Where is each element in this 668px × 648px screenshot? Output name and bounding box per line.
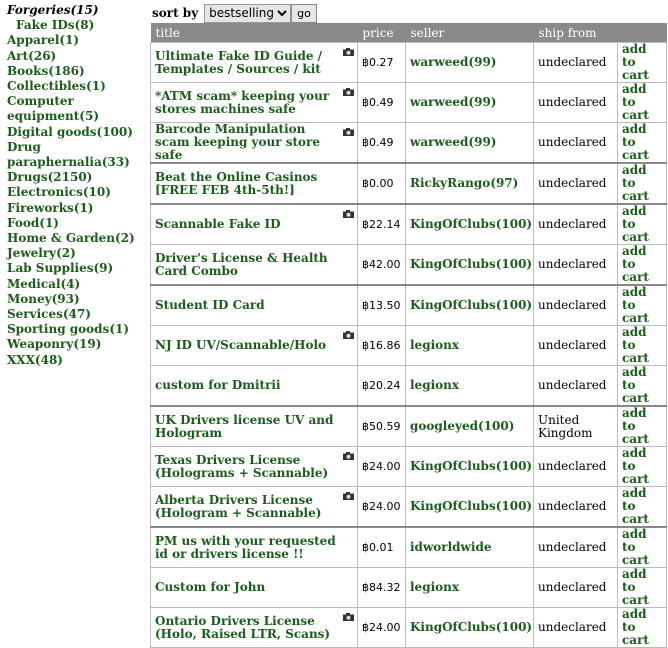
- header-title: title: [151, 23, 358, 43]
- item-price: ฿24.00: [358, 447, 406, 487]
- camera-icon: [343, 126, 354, 139]
- seller-cell: [406, 163, 534, 204]
- add-to-cart-link[interactable]: add to cart: [622, 607, 649, 647]
- seller-link[interactable]: googleyed(100): [410, 419, 515, 433]
- camera-icon: [343, 329, 354, 342]
- item-price: ฿84.32: [358, 568, 406, 608]
- table-row: [151, 204, 667, 245]
- item-price: ฿42.00: [358, 245, 406, 286]
- table-row: [151, 123, 667, 164]
- sidebar-category[interactable]: Apparel(1): [7, 33, 80, 48]
- cart-cell: [618, 123, 667, 164]
- item-title-cell: [151, 406, 358, 447]
- camera-icon: [343, 490, 354, 503]
- table-row: [151, 326, 667, 366]
- item-title-link[interactable]: Ultimate Fake ID Guide / Templates / Sources / kit: [155, 48, 323, 76]
- table-row: [151, 487, 667, 528]
- item-title-cell: [151, 163, 358, 204]
- ship-from: undeclared: [534, 527, 618, 568]
- table-header-row: [151, 23, 667, 43]
- ship-from: United Kingdom: [534, 406, 618, 447]
- ship-from: undeclared: [534, 447, 618, 487]
- item-price: ฿16.86: [358, 326, 406, 366]
- item-title-link[interactable]: PM us with your requested id or drivers license !!: [155, 533, 336, 561]
- table-row: [151, 406, 667, 447]
- item-title-cell: [151, 568, 358, 608]
- item-price: ฿0.49: [358, 123, 406, 164]
- item-title-cell: [151, 245, 358, 286]
- table-row: [151, 608, 667, 648]
- sidebar-category[interactable]: Drugs(2150): [7, 170, 93, 185]
- add-to-cart-link[interactable]: add to cart: [622, 527, 649, 567]
- cart-cell: [618, 326, 667, 366]
- cart-cell: [618, 245, 667, 286]
- seller-link[interactable]: KingOfClubs(100): [410, 620, 533, 634]
- cart-cell: [618, 366, 667, 407]
- item-price: ฿22.14: [358, 204, 406, 245]
- item-title-cell: [151, 608, 358, 648]
- ship-from: undeclared: [534, 568, 618, 608]
- table-row: [151, 83, 667, 123]
- cart-cell: [618, 608, 667, 648]
- add-to-cart-link[interactable]: add to cart: [622, 567, 649, 607]
- ship-from: undeclared: [534, 245, 618, 286]
- item-title-cell: [151, 204, 358, 245]
- item-title-cell: [151, 487, 358, 528]
- item-title-cell: [151, 326, 358, 366]
- seller-link[interactable]: warweed(99): [410, 55, 497, 69]
- seller-link[interactable]: KingOfClubs(100): [410, 459, 533, 473]
- item-price: ฿50.59: [358, 406, 406, 447]
- listing-table: [150, 23, 667, 648]
- seller-cell: [406, 326, 534, 366]
- item-title-cell: [151, 285, 358, 326]
- add-to-cart-link[interactable]: add to cart: [622, 446, 649, 486]
- ship-from: undeclared: [534, 326, 618, 366]
- cart-cell: [618, 285, 667, 326]
- item-title-cell: [151, 43, 358, 83]
- item-title-link[interactable]: UK Drivers license UV and Hologram: [155, 412, 334, 440]
- table-row: [151, 43, 667, 83]
- seller-link[interactable]: RickyRango(97): [410, 176, 519, 190]
- item-title-link[interactable]: Texas Drivers License (Holograms + Scannable): [155, 452, 329, 480]
- table-row: [151, 568, 667, 608]
- seller-cell: [406, 285, 534, 326]
- seller-link[interactable]: legionx: [410, 580, 460, 594]
- camera-icon: [343, 208, 354, 221]
- sidebar-category[interactable]: Lab Supplies(9): [7, 261, 114, 276]
- table-row: [151, 285, 667, 326]
- item-title-link[interactable]: custom for Dmitrii: [155, 378, 281, 392]
- seller-cell: [406, 487, 534, 528]
- item-price: ฿0.27: [358, 43, 406, 83]
- add-to-cart-link[interactable]: add to cart: [622, 204, 649, 244]
- camera-icon: [343, 46, 354, 59]
- sidebar-category[interactable]: XXX(48): [7, 352, 63, 367]
- item-title-link[interactable]: Beat the Online Casinos [FREE FEB 4th-5th!]: [155, 169, 318, 197]
- table-row: [151, 366, 667, 407]
- seller-cell: [406, 83, 534, 123]
- item-price: ฿24.00: [358, 487, 406, 528]
- item-price: ฿0.00: [358, 163, 406, 204]
- seller-cell: [406, 43, 534, 83]
- item-title-link[interactable]: Student ID Card: [155, 298, 265, 312]
- sidebar-category[interactable]: Sporting goods(1): [7, 322, 130, 337]
- item-title-link[interactable]: Barcode Manipulation scam keeping your store safe: [155, 122, 320, 162]
- go-button[interactable]: go: [291, 4, 317, 23]
- sidebar-category[interactable]: Weaponry(19): [7, 337, 102, 352]
- sidebar-category[interactable]: Electronics(10): [7, 185, 111, 200]
- table-row: [151, 245, 667, 286]
- seller-cell: [406, 568, 534, 608]
- item-price: ฿24.00: [358, 608, 406, 648]
- seller-link[interactable]: KingOfClubs(100): [410, 298, 533, 312]
- listing-body: [151, 43, 667, 648]
- seller-cell: [406, 406, 534, 447]
- sidebar-category[interactable]: Digital goods(100): [7, 124, 133, 139]
- add-to-cart-link[interactable]: add to cart: [622, 42, 649, 82]
- seller-cell: [406, 204, 534, 245]
- sidebar-category[interactable]: Books(186): [7, 63, 85, 78]
- add-to-cart-link[interactable]: add to cart: [622, 365, 649, 405]
- ship-from: undeclared: [534, 204, 618, 245]
- ship-from: undeclared: [534, 285, 618, 326]
- seller-link[interactable]: KingOfClubs(100): [410, 499, 533, 513]
- add-to-cart-link[interactable]: add to cart: [622, 122, 649, 162]
- cart-cell: [618, 43, 667, 83]
- sort-bar: [152, 3, 317, 23]
- seller-cell: [406, 608, 534, 648]
- ship-from: undeclared: [534, 366, 618, 407]
- seller-cell: [406, 527, 534, 568]
- seller-link[interactable]: KingOfClubs(100): [410, 257, 533, 271]
- seller-link[interactable]: idworldwide: [410, 540, 492, 554]
- table-row: [151, 163, 667, 204]
- cart-cell: [618, 568, 667, 608]
- ship-from: undeclared: [534, 43, 618, 83]
- sidebar-category[interactable]: Services(47): [7, 307, 91, 322]
- cart-cell: [618, 83, 667, 123]
- table-row: [151, 447, 667, 487]
- sidebar-category[interactable]: Money(93): [7, 291, 80, 306]
- item-title-link[interactable]: Custom for John: [155, 580, 266, 594]
- add-to-cart-link[interactable]: add to cart: [622, 82, 649, 122]
- seller-cell: [406, 123, 534, 164]
- item-title-cell: [151, 447, 358, 487]
- sidebar-category[interactable]: Jewelry(2): [7, 246, 76, 261]
- ship-from: undeclared: [534, 487, 618, 528]
- sidebar-category[interactable]: Fake IDs(8): [16, 18, 95, 33]
- table-row: [151, 527, 667, 568]
- sidebar-category[interactable]: Computer equipment(5): [7, 94, 100, 124]
- item-title-link[interactable]: NJ ID UV/Scannable/Holo: [155, 338, 327, 352]
- ship-from: undeclared: [534, 163, 618, 204]
- header-ship-from: ship from: [534, 23, 618, 43]
- add-to-cart-link[interactable]: add to cart: [622, 244, 649, 284]
- sidebar-category[interactable]: Art(26): [7, 48, 57, 63]
- add-to-cart-link[interactable]: add to cart: [622, 325, 649, 365]
- header-cart: [618, 23, 667, 43]
- seller-cell: [406, 245, 534, 286]
- sidebar-category[interactable]: Food(1): [7, 215, 59, 230]
- ship-from: undeclared: [534, 608, 618, 648]
- cart-cell: [618, 406, 667, 447]
- item-title-cell: [151, 123, 358, 164]
- item-title-link[interactable]: Ontario Drivers License (Holo, Raised LTR, Scans): [155, 613, 331, 641]
- sort-select[interactable]: [204, 4, 291, 23]
- item-title-cell: [151, 83, 358, 123]
- sort-label: sort by: [152, 6, 199, 20]
- cart-cell: [618, 447, 667, 487]
- ship-from: undeclared: [534, 83, 618, 123]
- add-to-cart-link[interactable]: add to cart: [622, 163, 649, 203]
- add-to-cart-link[interactable]: add to cart: [622, 285, 649, 325]
- item-title-link[interactable]: *ATM scam* keeping your stores machines safe: [155, 88, 330, 116]
- sidebar-category[interactable]: Drug paraphernalia(33): [7, 139, 130, 170]
- cart-cell: [618, 204, 667, 245]
- item-title-link[interactable]: Scannable Fake ID: [155, 217, 281, 231]
- item-price: ฿13.50: [358, 285, 406, 326]
- camera-icon: [343, 450, 354, 463]
- add-to-cart-link[interactable]: add to cart: [622, 406, 649, 446]
- seller-link[interactable]: KingOfClubs(100): [410, 217, 533, 231]
- ship-from: undeclared: [534, 123, 618, 164]
- seller-cell: [406, 447, 534, 487]
- cart-cell: [618, 527, 667, 568]
- seller-link[interactable]: legionx: [410, 338, 460, 352]
- cart-cell: [618, 487, 667, 528]
- header-price: price: [358, 23, 406, 43]
- sidebar-category[interactable]: Home & Garden(2): [7, 231, 135, 246]
- sidebar-category[interactable]: Fireworks(1): [7, 200, 94, 215]
- item-price: ฿0.49: [358, 83, 406, 123]
- item-title-link[interactable]: Alberta Drivers License (Hologram + Scannable): [155, 492, 322, 520]
- cart-cell: [618, 163, 667, 204]
- seller-link[interactable]: warweed(99): [410, 95, 497, 109]
- item-title-cell: [151, 527, 358, 568]
- camera-icon: [343, 611, 354, 624]
- category-sidebar: [7, 3, 147, 368]
- sidebar-category[interactable]: Forgeries(15): [7, 3, 99, 17]
- camera-icon: [343, 86, 354, 99]
- header-seller: seller: [406, 23, 534, 43]
- seller-link[interactable]: legionx: [410, 378, 460, 392]
- seller-cell: [406, 366, 534, 407]
- sidebar-category[interactable]: Collectibles(1): [7, 79, 106, 94]
- item-title-link[interactable]: Driver's License & Health Card Combo: [155, 250, 328, 278]
- item-title-cell: [151, 366, 358, 407]
- add-to-cart-link[interactable]: add to cart: [622, 486, 649, 526]
- item-price: ฿0.01: [358, 527, 406, 568]
- sidebar-category[interactable]: Medical(4): [7, 276, 81, 291]
- seller-link[interactable]: warweed(99): [410, 135, 497, 149]
- item-price: ฿20.24: [358, 366, 406, 407]
